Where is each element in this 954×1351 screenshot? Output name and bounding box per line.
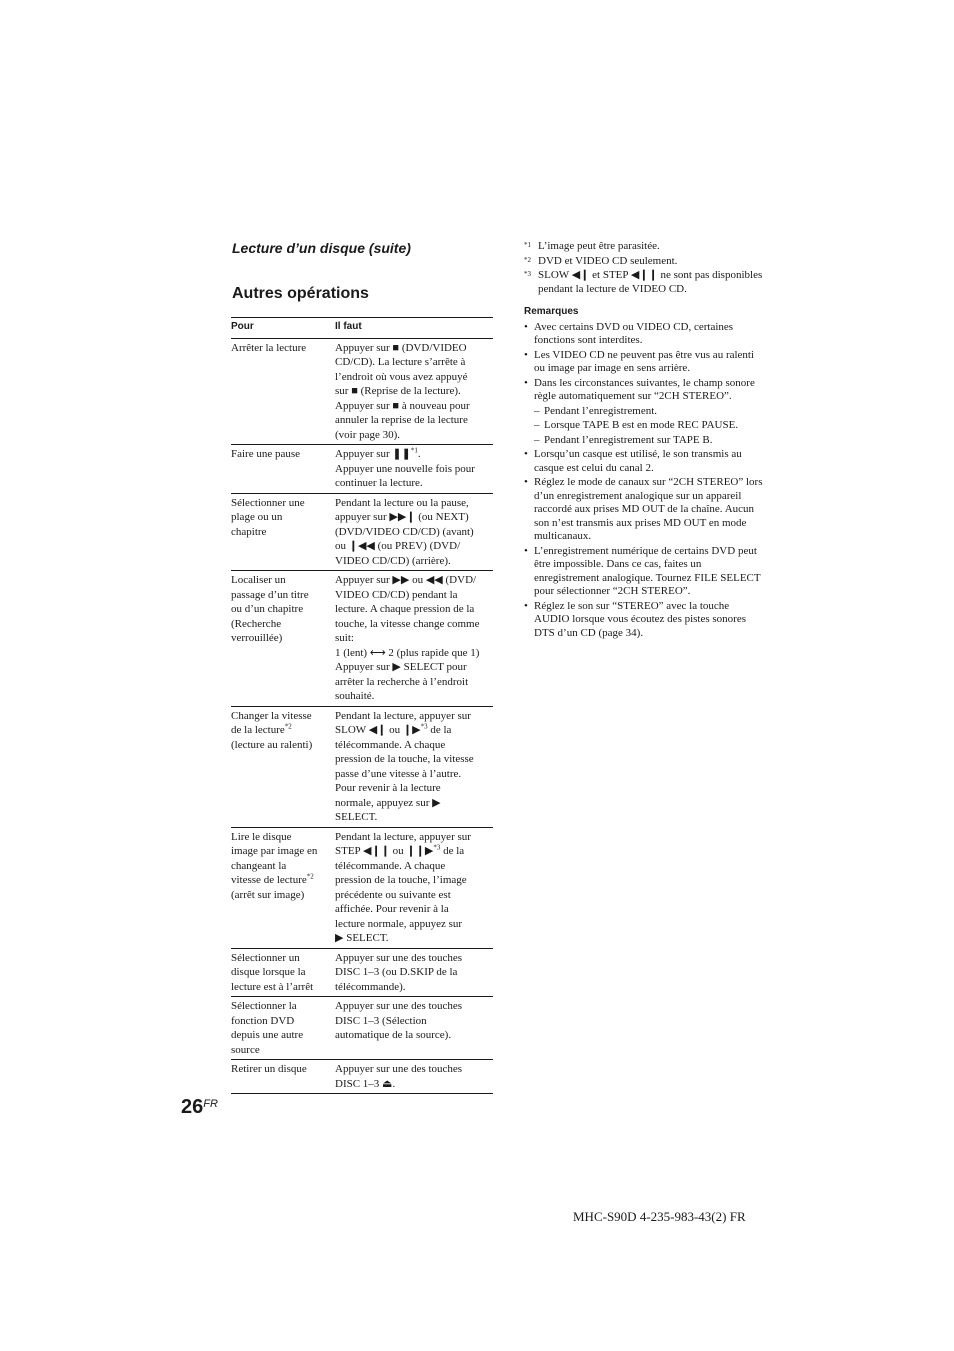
page-language: FR <box>203 1098 218 1110</box>
cell-il-faut-line: ou ❙◀◀ (ou PREV) (DVD/ <box>335 540 461 552</box>
footnote <box>524 269 786 296</box>
cell-pour-line: Retirer un disque <box>231 1063 307 1075</box>
cell-pour-line: plage ou un <box>231 511 283 523</box>
cell-pour-line: fonction DVD <box>231 1014 295 1027</box>
bullet-icon: • <box>524 544 528 557</box>
cell-il-faut-line: annuler la reprise de la lecture <box>335 414 468 426</box>
footnote <box>524 240 786 254</box>
footnote-text <box>538 255 786 269</box>
cell-il-faut-line: Appuyer sur une des touches <box>335 951 463 964</box>
cell-il-faut-line: télécommande. A chaque <box>335 859 446 872</box>
note-item <box>524 321 786 348</box>
cell-il-faut-line: arrêter la recherche à l’endroit <box>335 675 469 688</box>
cell-pour <box>231 827 333 948</box>
cell-il-faut <box>333 571 493 707</box>
cell-il-faut-line: lecture normale, appuyez sur <box>335 917 463 930</box>
footnotes <box>524 240 786 296</box>
table-row <box>231 997 493 1060</box>
note-text <box>534 600 786 641</box>
note-line: fonctions sont interdites. <box>534 334 643 346</box>
note-sub-item <box>534 434 786 448</box>
cell-pour-line: verrouillée) <box>231 632 283 644</box>
cell-pour <box>231 445 333 494</box>
cell-pour-line: ou d’un chapitre <box>231 603 304 615</box>
note-item <box>524 349 786 376</box>
cell-il-faut-line: automatique de la source). <box>335 1029 452 1041</box>
cell-il-faut-line: ▶ SELECT. <box>335 932 389 944</box>
cell-il-faut-line: Pendant la lecture, appuyer sur <box>335 830 471 843</box>
note-line: AUDIO lorsque vous écoutez des pistes sonores <box>534 613 747 625</box>
cell-pour <box>231 571 333 707</box>
cell-pour-line: changeant la <box>231 859 287 872</box>
cell-pour <box>231 706 333 827</box>
footnote-line: SLOW ◀❙ et STEP ◀❙❙ ne sont pas disponibles <box>538 269 763 281</box>
cell-il-faut-line: Appuyer une nouvelle fois pour <box>335 462 475 475</box>
cell-il-faut-line: affichée. Pour revenir à la <box>335 903 449 915</box>
cell-il-faut-line: touche, la vitesse change comme <box>335 617 480 630</box>
note-line: Avec certains DVD ou VIDEO CD, certaines <box>534 320 734 333</box>
cell-pour-line: Localiser un <box>231 574 286 586</box>
cell-il-faut-line: sur ■ (Reprise de la lecture). <box>335 385 461 397</box>
footnote-line: L’image peut être parasitée. <box>538 240 660 252</box>
table-row <box>231 1060 493 1094</box>
note-text <box>534 349 786 376</box>
cell-pour <box>231 338 333 445</box>
cell-il-faut-line: STEP ◀❙❙ ou ❙❙▶$^{*3}$ de la <box>335 843 465 857</box>
cell-pour-line: disque lorsque la <box>231 966 306 978</box>
note-item <box>524 448 786 475</box>
table-row <box>231 445 493 494</box>
table-row <box>231 493 493 571</box>
note-text <box>534 545 786 599</box>
cell-il-faut-line: télécommande. A chaque <box>335 738 446 751</box>
cell-il-faut <box>333 1060 493 1094</box>
cell-il-faut-line: Pour revenir à la lecture <box>335 782 441 794</box>
cell-il-faut <box>333 997 493 1060</box>
note-item <box>524 600 786 641</box>
cell-il-faut-line: télécommande). <box>335 980 406 993</box>
cell-il-faut <box>333 827 493 948</box>
note-line: L’enregistrement numérique de certains DVD peut <box>534 544 757 557</box>
cell-il-faut-line: souhaité. <box>335 690 375 702</box>
note-line: casque est celui du canal 2. <box>534 461 654 474</box>
cell-il-faut-line: SLOW ◀❙ ou ❙▶$^{*3}$ de la <box>335 722 452 736</box>
column-header-pour: Pour <box>231 318 333 339</box>
cell-pour-line: Sélectionner un <box>231 951 300 964</box>
notes-title: Remarques <box>524 306 579 317</box>
cell-il-faut-line: Appuyer sur ▶▶ ou ◀◀ (DVD/ <box>335 574 477 586</box>
cell-il-faut-line: l’endroit où vous avez appuyé <box>335 370 468 383</box>
note-text <box>534 321 786 348</box>
note-line: d’un enregistrement analogique sur un appareil <box>534 489 742 502</box>
cell-il-faut-line: pression de la touche, la vitesse <box>335 753 474 765</box>
cell-pour-line: lecture est à l’arrêt <box>231 980 314 993</box>
cell-pour-line: de la lecture$^{*2}$ <box>231 722 292 736</box>
table-row <box>231 948 493 997</box>
note-item <box>524 545 786 599</box>
cell-il-faut-line: normale, appuyez sur ▶ <box>335 796 441 809</box>
note-sub-text: Lorsque TAPE B est en mode REC PAUSE. <box>544 419 739 431</box>
table-header-row <box>231 318 493 339</box>
table-row <box>231 338 493 445</box>
bullet-icon: • <box>524 348 528 361</box>
cell-pour-line: (arrêt sur image) <box>231 888 305 901</box>
note-line: DTS d’un CD (page 34). <box>534 626 644 639</box>
section-title: Autres opérations <box>232 285 369 302</box>
column-header-il-faut: Il faut <box>333 318 493 339</box>
note-sub-item <box>534 405 786 419</box>
cell-il-faut-line: Appuyer sur ❚❚$^{*1}$. <box>335 446 421 460</box>
cell-pour <box>231 948 333 997</box>
cell-il-faut-line: Appuyer sur ■ à nouveau pour <box>335 399 470 412</box>
note-sub-text: Pendant l’enregistrement sur TAPE B. <box>544 433 713 446</box>
cell-il-faut-line: DISC 1–3 (Sélection <box>335 1014 427 1027</box>
cell-pour-line: Sélectionner une <box>231 496 305 509</box>
footnote-text <box>538 269 786 296</box>
cell-il-faut-line: suit: <box>335 632 354 644</box>
note-sub-item <box>534 419 786 433</box>
cell-il-faut-line: (voir page 30). <box>335 428 401 441</box>
footnote-marker: *3 <box>524 270 531 278</box>
note-line: son n’est transmis aux prises MD OUT en mode <box>534 516 747 529</box>
cell-pour <box>231 493 333 571</box>
cell-il-faut-line: CD/CD). La lecture s’arrête à <box>335 356 466 368</box>
note-line: raccordé aux prises MD OUT de la chaîne. Aucun <box>534 503 755 515</box>
dash-icon: – <box>534 419 540 431</box>
cell-il-faut <box>333 338 493 445</box>
cell-il-faut-line: 1 (lent) ⟷ 2 (plus rapide que 1) <box>335 646 480 659</box>
footnote-text <box>538 240 786 254</box>
cell-il-faut-line: DISC 1–3 (ou D.SKIP de la <box>335 966 458 978</box>
cell-il-faut-line: Appuyer sur ■ (DVD/VIDEO <box>335 341 467 354</box>
note-line: enregistrement analogique. Tournez FILE SELECT <box>534 571 761 584</box>
cell-il-faut-line: continuer la lecture. <box>335 477 423 489</box>
bullet-icon: • <box>524 320 528 333</box>
footnote-line: pendant la lecture de VIDEO CD. <box>538 282 687 295</box>
cell-pour-line: Changer la vitesse <box>231 709 312 722</box>
cell-pour-line: source <box>231 1043 260 1056</box>
note-text <box>534 476 786 544</box>
footnote-marker: *2 <box>524 255 531 264</box>
note-sub-text: Pendant l’enregistrement. <box>544 404 658 417</box>
cell-il-faut-line: appuyer sur ▶▶❙ (ou NEXT) <box>335 511 469 523</box>
table-row <box>231 571 493 707</box>
note-item <box>524 476 786 544</box>
note-line: Les VIDEO CD ne peuvent pas être vus au ralenti <box>534 348 755 361</box>
table-row <box>231 827 493 948</box>
model-code: MHC-S90D 4-235-983-43(2) FR <box>573 1209 746 1224</box>
dash-icon: – <box>534 433 540 446</box>
page-number-value: 26 <box>181 1096 204 1118</box>
cell-pour-line: chapitre <box>231 525 267 538</box>
bullet-icon: • <box>524 376 528 389</box>
note-line: Dans les circonstances suivantes, le champ sonore <box>534 376 755 389</box>
cell-pour-line: Lire le disque <box>231 830 292 843</box>
note-line: multicanaux. <box>534 530 592 542</box>
cell-il-faut-line: Appuyer sur une des touches <box>335 1000 463 1012</box>
table-row <box>231 706 493 827</box>
cell-pour <box>231 1060 333 1094</box>
note-line: Réglez le son sur “STEREO” avec la touche <box>534 599 730 612</box>
section-header: Lecture d’un disque (suite) <box>232 240 411 256</box>
cell-il-faut <box>333 445 493 494</box>
note-line: être impossible. Dans ce cas, faites un <box>534 558 702 570</box>
footnote-marker: *1 <box>524 241 531 249</box>
cell-il-faut <box>333 493 493 571</box>
bullet-icon: • <box>524 448 528 460</box>
note-line: règle automatiquement sur “2CH STEREO”. <box>534 390 732 402</box>
cell-il-faut <box>333 948 493 997</box>
cell-pour-line: Arrêter la lecture <box>231 341 307 354</box>
cell-il-faut-line: Pendant la lecture, appuyer sur <box>335 709 471 722</box>
note-text <box>534 377 786 404</box>
cell-il-faut-line: (DVD/VIDEO CD/CD) (avant) <box>335 525 474 538</box>
cell-il-faut-line: SELECT. <box>335 811 378 823</box>
bullet-icon: • <box>524 599 528 612</box>
note-line: Réglez le mode de canaux sur “2CH STEREO” lors <box>534 476 763 488</box>
cell-pour-line: (Recherche <box>231 617 282 630</box>
cell-il-faut-line: Pendant la lecture ou la pause, <box>335 496 469 509</box>
notes-list <box>524 321 786 641</box>
note-text <box>534 448 786 475</box>
cell-pour-line: image par image en <box>231 845 318 857</box>
footnote <box>524 255 786 269</box>
cell-il-faut-line: VIDEO CD/CD) pendant la <box>335 588 458 601</box>
page-number <box>181 1096 218 1119</box>
cell-il-faut-line: précédente ou suivante est <box>335 888 451 901</box>
cell-il-faut-line: pression de la touche, l’image <box>335 874 467 886</box>
cell-il-faut-line: VIDEO CD/CD) (arrière). <box>335 554 451 567</box>
cell-il-faut-line: Appuyer sur ▶ SELECT pour <box>335 661 467 673</box>
cell-il-faut-line: DISC 1–3 ⏏. <box>335 1077 396 1090</box>
dash-icon: – <box>534 404 540 417</box>
cell-pour-line: depuis une autre <box>231 1029 304 1041</box>
note-item <box>524 377 786 404</box>
operations-table <box>231 317 493 1094</box>
cell-pour-line: (lecture au ralenti) <box>231 738 313 751</box>
cell-pour-line: passage d’un titre <box>231 588 309 601</box>
cell-pour-line: Sélectionner la <box>231 1000 297 1012</box>
cell-pour <box>231 997 333 1060</box>
note-line: ou image par image en sens arrière. <box>534 362 691 374</box>
cell-pour-line: Faire une pause <box>231 448 301 460</box>
cell-il-faut-line: Appuyer sur une des touches <box>335 1063 463 1075</box>
cell-pour-line: vitesse de lecture$^{*2}$ <box>231 872 314 886</box>
footnote-line: DVD et VIDEO CD seulement. <box>538 254 678 267</box>
cell-il-faut-line: lecture. A chaque pression de la <box>335 603 475 615</box>
note-line: pour sélectionner “2CH STEREO”. <box>534 585 691 597</box>
note-line: Lorsqu’un casque est utilisé, le son transmis au <box>534 448 742 460</box>
bullet-icon: • <box>524 476 528 488</box>
right-column <box>524 240 786 641</box>
cell-il-faut <box>333 706 493 827</box>
cell-il-faut-line: passe d’une vitesse à l’autre. <box>335 767 462 780</box>
